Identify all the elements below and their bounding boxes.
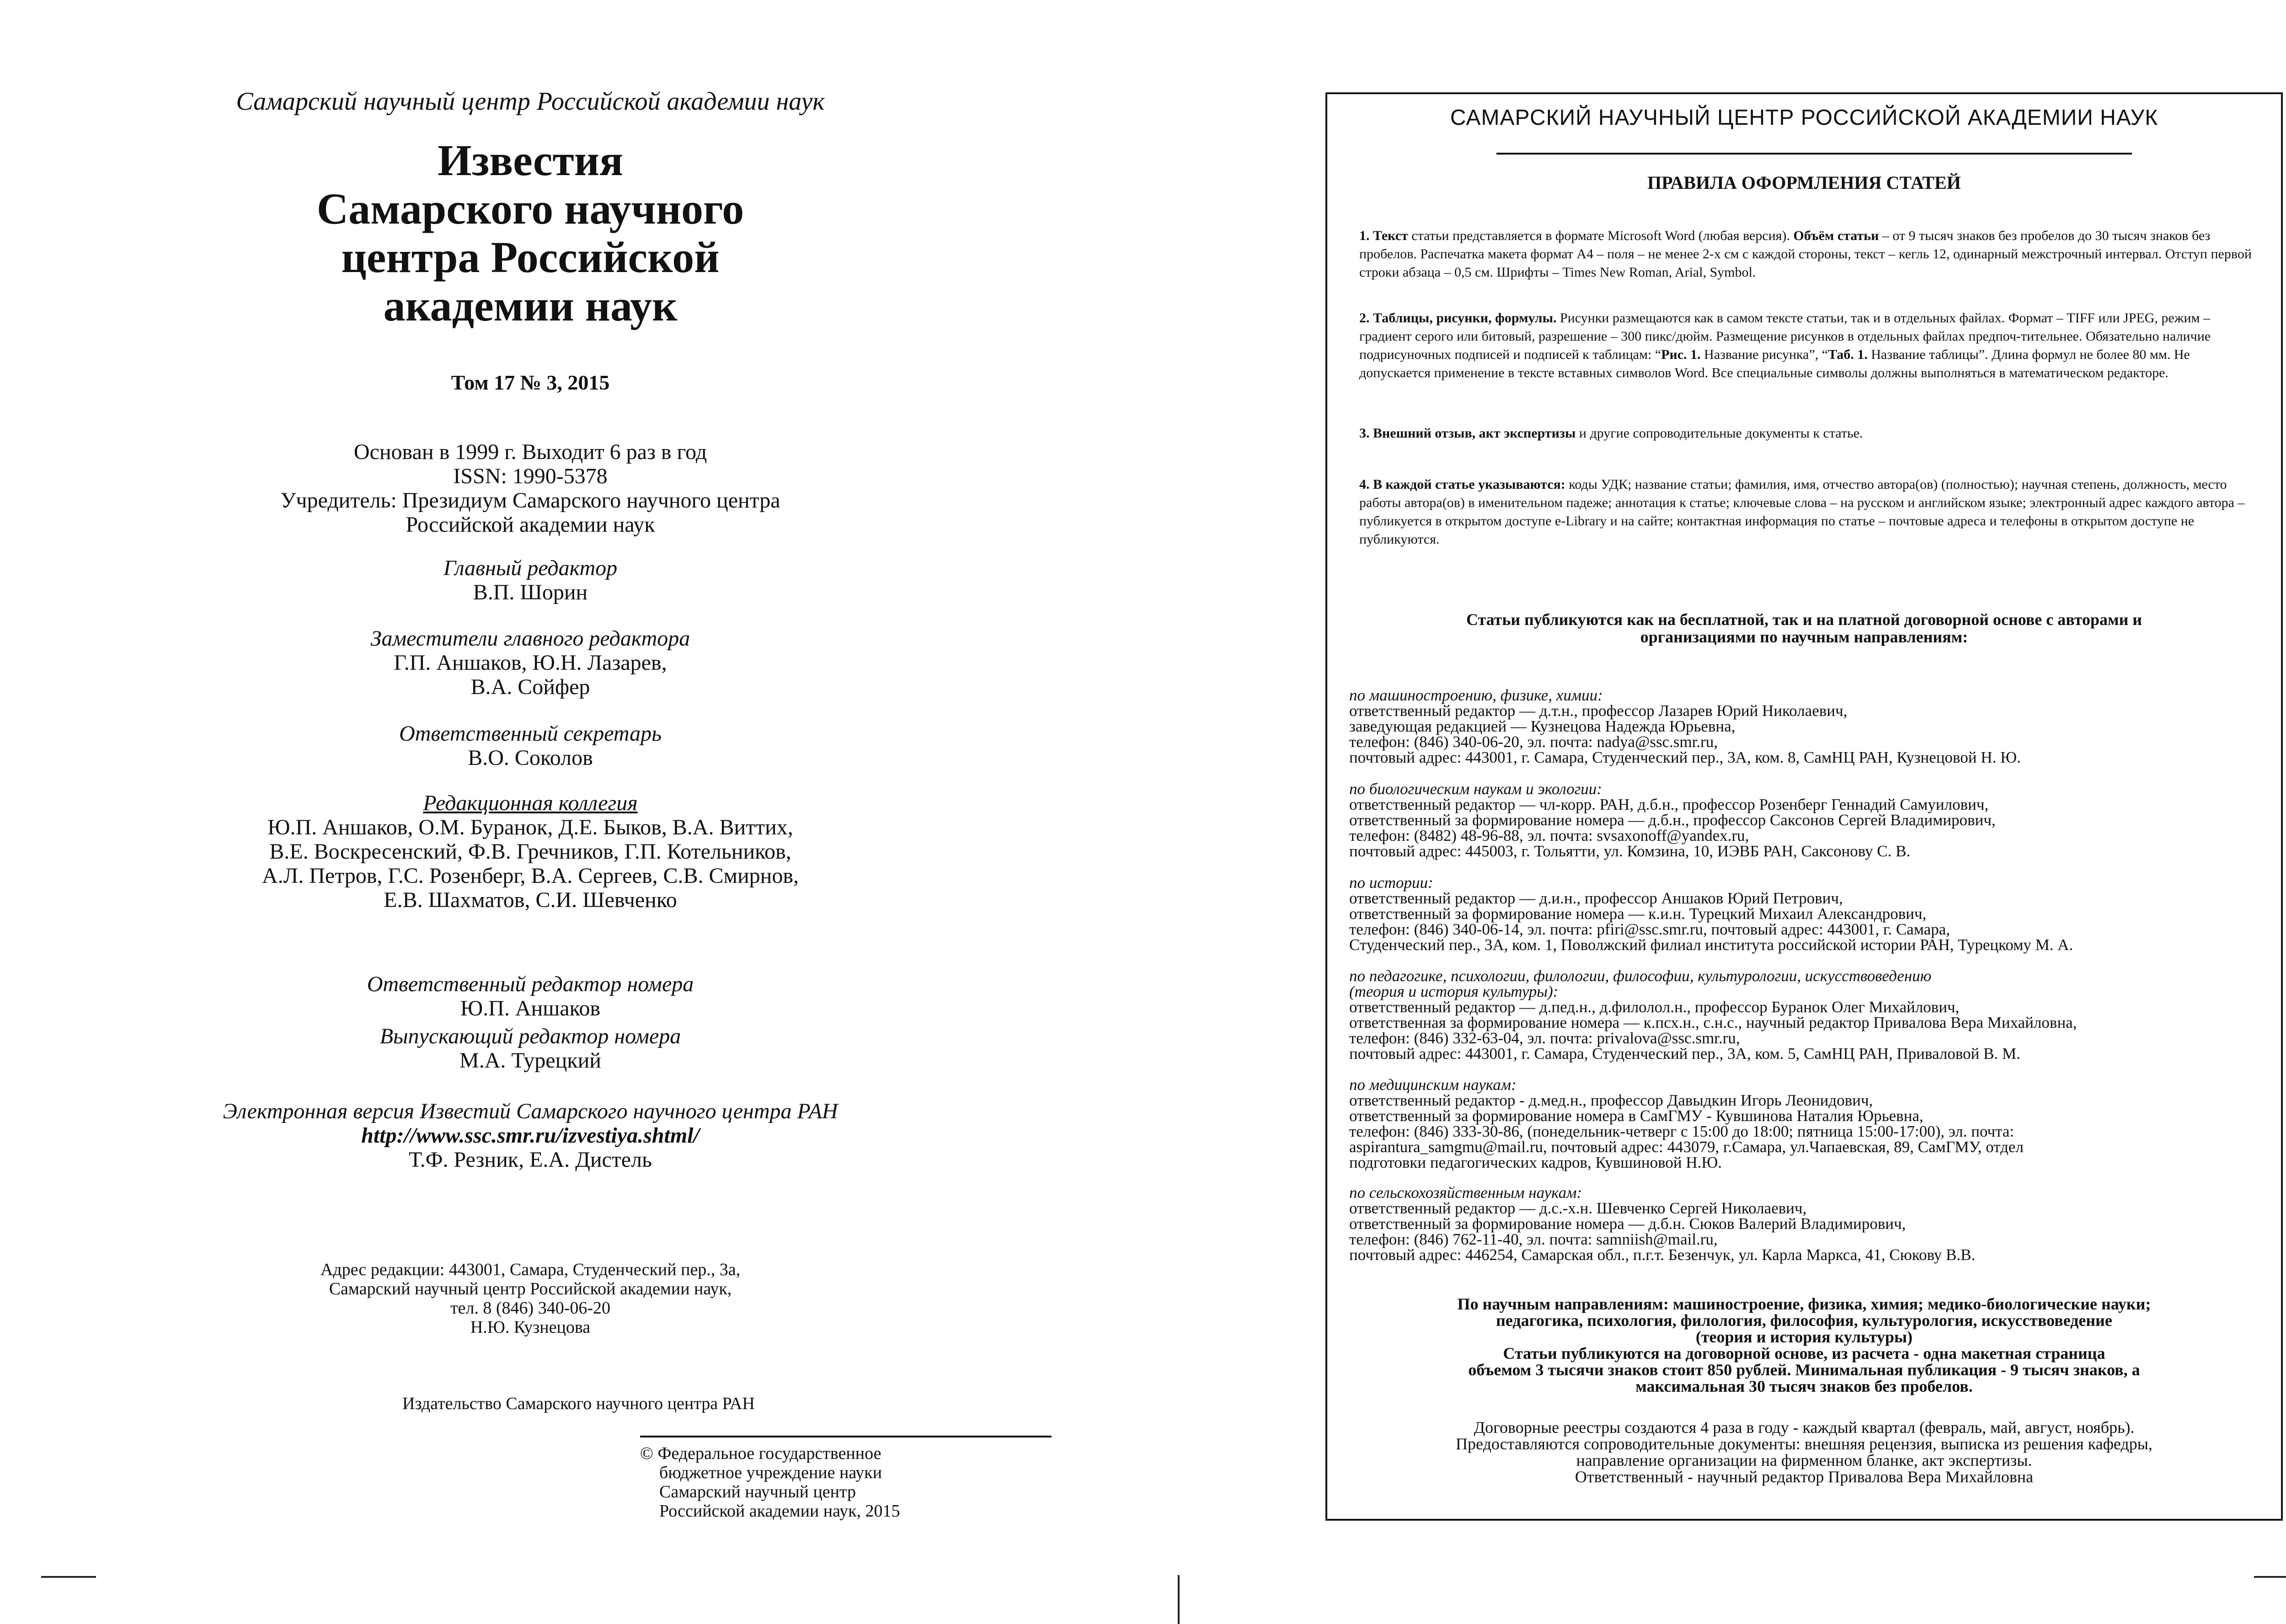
board-names: Ю.П. Аншаков, О.М. Буранок, Д.Е. Быков, В.А. Виттих, bbox=[267, 815, 793, 839]
rules-frame bbox=[1325, 92, 2283, 1521]
copyright-line: © Федеральное государственное bbox=[640, 1444, 881, 1463]
electronic-names: Т.Ф. Резник, Е.А. Дистель bbox=[409, 1148, 652, 1172]
address-line: Адрес редакции: 443001, Самара, Студенческий пер., 3а, bbox=[320, 1260, 741, 1279]
rule-paragraph bbox=[1359, 475, 2255, 549]
editor-name: В.П. Шорин bbox=[473, 580, 588, 604]
direction-line: aspirantura_samgmu@mail.ru, почтовый адрес: 443079, г.Самара, ул.Чапаевская, 89, СамГМУ, отдел bbox=[1349, 1138, 2024, 1156]
direction-title: по машиностроению, физике, химии: bbox=[1349, 686, 1603, 704]
pricing-line: По научным направлениям: машиностроение, физика, химия; медико-биологические науки; bbox=[1457, 1295, 2151, 1313]
registries-line: Ответственный - научный редактор Привалова Вера Михайловна bbox=[1575, 1468, 2034, 1486]
issn-line: ISSN: 1990-5378 bbox=[453, 464, 608, 488]
registries-line: направление организации на фирменном бланке, акт экспертизы. bbox=[1576, 1451, 2032, 1469]
pricing-line: педагогика, психология, филология, философия, культурология, искусствоведение bbox=[1496, 1311, 2112, 1330]
direction-block bbox=[1349, 968, 2273, 1062]
editor-names: Г.П. Аншаков, Ю.Н. Лазарев, bbox=[394, 651, 667, 675]
direction-title: по медицинским наукам: bbox=[1349, 1076, 1517, 1094]
board-names: А.Л. Петров, Г.С. Розенберг, В.А. Сергеев, С.В. Смирнов, bbox=[262, 864, 799, 888]
direction-line: ответственный за формирование номера — д.б.н., профессор Саксонов Сергей Владимирович, bbox=[1349, 811, 1996, 829]
crop-mark bbox=[41, 1576, 96, 1578]
role-label: Ответственный секретарь bbox=[399, 721, 662, 746]
rule-paragraph bbox=[1359, 227, 2255, 282]
publication-notice bbox=[1327, 611, 2281, 646]
registries-line: Предоставляются сопроводительные документы: внешняя рецензия, выписка из решения кафедры, bbox=[1456, 1435, 2152, 1453]
direction-line: ответственный за формирование номера — к.и.н. Турецкий Михаил Александрович, bbox=[1349, 905, 1927, 923]
direction-line: ответственный за формирование номера в СамГМУ - Кувшинова Наталия Юрьевна, bbox=[1349, 1107, 1923, 1125]
title-line: Самарского научного bbox=[316, 184, 744, 233]
direction-line: телефон: (846) 340-06-20, эл. почта: nadya@ssc.smr.ru, bbox=[1349, 733, 1718, 751]
direction-line: почтовый адрес: 443001, г. Самара, Студенческий пер., 3А, ком. 8, СамНЦ РАН, Кузнецовой Н. Ю. bbox=[1349, 748, 2021, 766]
direction-line: почтовый адрес: 445003, г. Тольятти, ул. Комзина, 10, ИЭВБ РАН, Саксонову С. В. bbox=[1349, 842, 1911, 860]
rule-lead: 2. Таблицы, рисунки, формулы. bbox=[1359, 310, 1557, 326]
direction-block bbox=[1349, 781, 2273, 859]
direction-line: Студенческий пер., 3А, ком. 1, Поволжский филиал института российской истории РАН, Турецкому М. А. bbox=[1349, 936, 2073, 954]
editor-name: Ю.П. Аншаков bbox=[460, 996, 601, 1020]
address-line: тел. 8 (846) 340-06-20 bbox=[450, 1298, 611, 1318]
release-editor-block bbox=[137, 1024, 924, 1073]
direction-line: телефон: (846) 340-06-14, эл. почта: pfiri@ssc.smr.ru, почтовый адрес: 443001, г. Самара, bbox=[1349, 920, 1950, 938]
chief-editor-block bbox=[137, 556, 924, 604]
copyright-line: Российской академии наук, 2015 bbox=[659, 1501, 900, 1521]
rule-lead: 4. В каждой статье указываются: bbox=[1359, 477, 1565, 492]
direction-title: по истории: bbox=[1349, 874, 1433, 892]
pricing-line: (теория и история культуры) bbox=[1695, 1328, 1913, 1346]
publisher-line: Издательство Самарского научного центра РАН bbox=[402, 1394, 755, 1413]
copyright-block bbox=[640, 1444, 1052, 1521]
direction-line: подготовки педагогических кадров, Кувшиновой Н.Ю. bbox=[1349, 1154, 1722, 1171]
issue-editor-block bbox=[137, 972, 924, 1020]
direction-line: почтовый адрес: 446254, Самарская обл., п.г.т. Безенчук, ул. Карла Маркса, 41, Сюкову В.В. bbox=[1349, 1246, 1976, 1264]
role-label: Ответственный редактор номера bbox=[367, 972, 694, 996]
direction-block bbox=[1349, 1077, 2273, 1170]
rule-lead: 1. Текст bbox=[1359, 228, 1408, 243]
direction-title: по сельскохозяйственным наукам: bbox=[1349, 1184, 1582, 1202]
direction-line: ответственный редактор — д.и.н., профессор Аншаков Юрий Петрович, bbox=[1349, 889, 1843, 907]
direction-line: телефон: (846) 332-63-04, эл. почта: privalova@ssc.smr.ru, bbox=[1349, 1029, 1740, 1047]
role-label: Главный редактор bbox=[443, 556, 618, 580]
board-names: Е.В. Шахматов, С.И. Шевченко bbox=[384, 888, 677, 912]
rule-text: статьи представляется в формате Microsoft Word (любая версия). bbox=[1408, 228, 1794, 243]
direction-line: телефон: (846) 762-11-40, эл. почта: samniish@mail.ru, bbox=[1349, 1230, 1718, 1248]
rule-text: Название рисунка”, “ bbox=[1700, 347, 1828, 362]
copyright-line: бюджетное учреждение науки bbox=[659, 1463, 882, 1482]
rule-lead: 3. Внешний отзыв, акт экспертизы bbox=[1359, 426, 1576, 441]
direction-title: по педагогике, психологии, филологии, философии, культурологии, искусствоведению bbox=[1349, 967, 1932, 985]
crop-mark bbox=[2254, 1576, 2286, 1578]
electronic-label: Электронная версия Известий Самарского научного центра РАН bbox=[223, 1099, 838, 1123]
direction-line: ответственный редактор — д.с.-х.н. Шевченко Сергей Николаевич, bbox=[1349, 1199, 1807, 1217]
rule-text: – от 9 тысяч знаков без пробелов до 30 тысяч знаков без пробелов. Распечатка макета формат А4 – поля – не менее 2-х см с каждой стороны, текст – кегль 12, одинарный межстрочный интервал. Отступ первой строки абзаца – 0,5 см. Шрифты – Times New Roman, Arial, Symbol. bbox=[1359, 228, 2252, 280]
electronic-version-block bbox=[137, 1099, 924, 1172]
rule-text: Рисунки размещаются как в самом тексте статьи, так и в отдельных файлах. Формат – TIFF или JPEG, режим – градиент серого или битовый, разрешение – 300 пикс/дюйм. Размещение рисунков в отдельных файлах предпоч-тительнее. Обязательно наличие подрисуночных подписей и подписей к таблицам: “ bbox=[1359, 310, 2211, 362]
copyright-line: Самарский научный центр bbox=[659, 1482, 856, 1501]
pricing-line: Статьи публикуются на договорной основе, из расчета - одна макетная страница bbox=[1503, 1344, 2105, 1362]
direction-title: (теория и история культуры): bbox=[1349, 983, 1559, 1000]
direction-line: ответственный за формирование номера — д.б.н. Сюков Валерий Владимирович, bbox=[1349, 1215, 1906, 1233]
rule-paragraph bbox=[1359, 424, 2255, 443]
direction-line: ответственный редактор — чл-корр. РАН, д.б.н., профессор Розенберг Геннадий Самуилович, bbox=[1349, 796, 1989, 813]
founder-line: Российской академии наук bbox=[406, 513, 655, 537]
board-names: В.Е. Воскресенский, Ф.В. Гречников, Г.П. Котельников, bbox=[269, 839, 791, 864]
rule-text: коды УДК; название статьи; фамилия, имя, отчество автора(ов) (полностью); научная степень, должность, место работы автора(ов) в именительном падеже; аннотация к статье; ключевые слова – на русском и английском языке; электронный адрес каждого автора – публикуется в открытом доступе e-Library и на сайте; контактная информация по статье – почтовые адреса и телефоны в открытом доступе не публикуются. bbox=[1359, 477, 2245, 547]
direction-line: ответственный редактор — д.пед.н., д.филолол.н., профессор Буранок Олег Михайлович, bbox=[1349, 998, 1960, 1016]
direction-line: ответственный редактор — д.т.н., профессор Лазарев Юрий Николаевич, bbox=[1349, 702, 1848, 720]
rules-org-line: САМАРСКИЙ НАУЧНЫЙ ЦЕНТР РОССИЙСКОЙ АКАДЕМИИ НАУК bbox=[1450, 106, 2158, 130]
rule-paragraph bbox=[1359, 309, 2255, 382]
journal-url-link[interactable]: http://www.ssc.smr.ru/izvestiya.shtml/ bbox=[361, 1123, 700, 1148]
rule-text: и другие сопроводительные документы к статье. bbox=[1576, 426, 1863, 441]
editor-name: М.А. Турецкий bbox=[459, 1048, 601, 1073]
direction-title: по биологическим наукам и экологии: bbox=[1349, 780, 1602, 798]
secretary-block bbox=[137, 721, 924, 770]
direction-line: ответственный редактор - д.мед.н., профессор Давыдкин Игорь Леонидович, bbox=[1349, 1091, 1873, 1109]
copyright-divider bbox=[640, 1436, 1052, 1437]
direction-line: заведующая редакцией — Кузнецова Надежда Юрьевна, bbox=[1349, 717, 1736, 735]
role-label: Заместители главного редактора bbox=[370, 626, 690, 651]
title-line: академии наук bbox=[383, 281, 678, 330]
editorial-board-block bbox=[137, 791, 924, 912]
rule-text: Название таблицы”. Длина формул не более 80 мм. Не допускается применение в тексте вставных символов Word. Все специальные символы должны выполняться в математическом редакторе. bbox=[1359, 347, 2190, 380]
rule-lead: Рис. 1. bbox=[1661, 347, 1701, 362]
volume-issue: Том 17 № 3, 2015 bbox=[451, 371, 610, 394]
founding-line: Основан в 1999 г. Выходит 6 раз в год bbox=[353, 440, 707, 464]
title-line: Известия bbox=[438, 136, 623, 185]
rule-lead: Объём статьи bbox=[1793, 228, 1879, 243]
founder-line: Учредитель: Президиум Самарского научного центра bbox=[280, 488, 780, 513]
address-line: Н.Ю. Кузнецова bbox=[470, 1318, 591, 1337]
registries-notice bbox=[1327, 1419, 2281, 1485]
direction-line: телефон: (846) 333-30-86, (понедельник-четверг с 15:00 до 18:00; пятница 15:00-17:00), эл. почта: bbox=[1349, 1122, 2014, 1140]
journal-title bbox=[137, 136, 924, 330]
pricing-line: объемом 3 тысячи знаков стоит 850 рублей. Минимальная публикация - 9 тысяч знаков, а bbox=[1468, 1361, 2140, 1379]
editorial-address bbox=[210, 1260, 850, 1337]
pricing-notice bbox=[1327, 1296, 2281, 1394]
pricing-line: максимальная 30 тысяч знаков без пробелов. bbox=[1635, 1377, 1973, 1395]
deputy-editors-block bbox=[137, 626, 924, 699]
direction-block bbox=[1349, 875, 2273, 953]
direction-line: ответственная за формирование номера — к.псх.н., с.н.с., научный редактор Привалова Вера Михайловна, bbox=[1349, 1014, 2077, 1031]
direction-line: телефон: (8482) 48-96-88, эл. почта: svsaxonoff@yandex.ru, bbox=[1349, 827, 1749, 844]
address-line: Самарский научный центр Российской академии наук, bbox=[329, 1279, 732, 1298]
direction-block bbox=[1349, 688, 2273, 765]
role-label: Выпускающий редактор номера bbox=[379, 1024, 681, 1048]
rule-lead: Таб. 1. bbox=[1828, 347, 1868, 362]
org-line: Самарский научный центр Российской академии наук bbox=[236, 87, 825, 116]
registries-line: Договорные реестры создаются 4 раза в году - каждый квартал (февраль, май, август, ноябрь). bbox=[1474, 1418, 2135, 1437]
title-line: центра Российской bbox=[341, 233, 720, 282]
rules-divider bbox=[1496, 153, 2132, 155]
direction-line: почтовый адрес: 443001, г. Самара, Студенческий пер., 3А, ком. 5, СамНЦ РАН, Приваловой В. М. bbox=[1349, 1045, 2020, 1063]
notice-line: организациями по научным направлениям: bbox=[1640, 628, 1968, 646]
role-label: Редакционная коллегия bbox=[423, 791, 638, 815]
secretary-name: В.О. Соколов bbox=[468, 746, 593, 770]
rules-heading: ПРАВИЛА ОФОРМЛЕНИЯ СТАТЕЙ bbox=[1647, 172, 1961, 193]
editor-names: В.А. Сойфер bbox=[470, 675, 590, 699]
direction-block bbox=[1349, 1185, 2273, 1263]
right-page bbox=[1175, 0, 2286, 1624]
spine-crop-mark bbox=[1178, 1575, 1180, 1624]
founding-info bbox=[137, 440, 924, 537]
notice-line: Статьи публикуются как на бесплатной, так и на платной договорной основе с авторами и bbox=[1466, 610, 2142, 629]
